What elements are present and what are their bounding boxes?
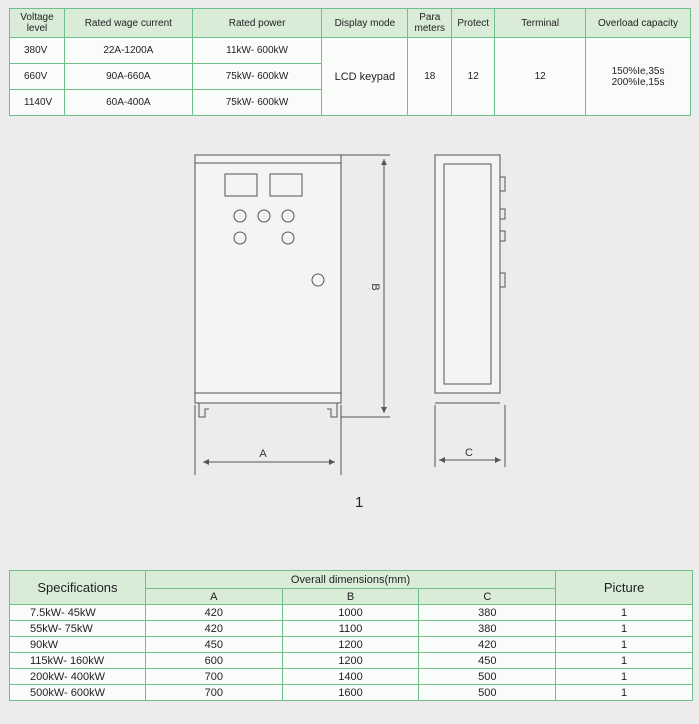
header-terminal: Terminal	[495, 9, 586, 38]
display-mode-cell: LCD keypad	[322, 38, 408, 116]
header-picture: Picture	[556, 571, 693, 605]
picture-cell: 1	[556, 637, 693, 653]
table-row	[10, 38, 691, 64]
spec-cell: 55kW- 75kW	[10, 621, 146, 637]
dim-a-cell: 700	[145, 685, 282, 701]
header-specifications: Specifications	[10, 571, 146, 605]
terminal-cell: 12	[495, 38, 586, 116]
dim-a-cell: 420	[145, 605, 282, 621]
cabinet-side-body	[435, 155, 500, 393]
spec-cell: 500kW- 600kW	[10, 685, 146, 701]
dim-c-cell: 500	[419, 669, 556, 685]
voltage-cell: 660V	[10, 64, 65, 90]
spec-cell: 90kW	[10, 637, 146, 653]
spec-cell: 7.5kW- 45kW	[10, 605, 146, 621]
dim-c-cell: 420	[419, 637, 556, 653]
power-cell: 75kW- 600kW	[192, 90, 322, 116]
spec-cell: 200kW- 400kW	[10, 669, 146, 685]
table-row	[10, 669, 693, 685]
figure-number: 1	[355, 494, 364, 511]
dim-a-cell: 600	[145, 653, 282, 669]
parameters-cell: 18	[408, 38, 452, 116]
cabinet-foot-left	[199, 403, 209, 417]
cabinet-front-body	[195, 155, 341, 403]
header-protect: Protect	[452, 9, 495, 38]
dim-b-cell: 1100	[282, 621, 419, 637]
voltage-cell: 1140V	[10, 90, 65, 116]
dim-c-cell: 450	[419, 653, 556, 669]
overload-cell	[586, 38, 691, 116]
dim-c-cell: 500	[419, 685, 556, 701]
table-row	[10, 653, 693, 669]
table-row	[10, 621, 693, 637]
cabinet-drawing	[185, 145, 525, 485]
current-cell: 90A-660A	[64, 64, 192, 90]
picture-cell: 1	[556, 653, 693, 669]
voltage-cell: 380V	[10, 38, 65, 64]
dim-a-cell: 450	[145, 637, 282, 653]
header-a: A	[145, 589, 282, 605]
dim-c-cell: 380	[419, 605, 556, 621]
header-parameters: Para meters	[408, 9, 452, 38]
overload-line-1: 150%Ie,35s	[611, 65, 665, 77]
header-voltage-level: Voltage level	[10, 9, 65, 38]
table-row	[10, 605, 693, 621]
header-overall-dimensions: Overall dimensions(mm)	[145, 571, 555, 589]
picture-cell: 1	[556, 685, 693, 701]
rating-table	[9, 8, 691, 116]
current-cell: 60A-400A	[64, 90, 192, 116]
table-row	[10, 685, 693, 701]
header-b: B	[282, 589, 419, 605]
dim-b-cell: 1200	[282, 653, 419, 669]
header-c: C	[419, 589, 556, 605]
side-hinge	[500, 273, 505, 287]
dim-c-cell: 380	[419, 621, 556, 637]
picture-cell: 1	[556, 621, 693, 637]
header-rated-power: Rated power	[192, 9, 322, 38]
side-hinge	[500, 209, 505, 219]
header-rated-current: Rated wage current	[64, 9, 192, 38]
overload-line-2: 200%Ie,15s	[611, 76, 665, 88]
side-hinge	[500, 177, 505, 191]
protect-cell: 12	[452, 38, 495, 116]
spec-cell: 115kW- 160kW	[10, 653, 146, 669]
dimension-label-a: A	[259, 448, 267, 460]
picture-cell: 1	[556, 605, 693, 621]
dim-b-cell: 1000	[282, 605, 419, 621]
dimension-label-b: B	[369, 283, 381, 291]
power-cell: 11kW- 600kW	[192, 38, 322, 64]
dim-b-cell: 1400	[282, 669, 419, 685]
dimensions-header-row	[10, 571, 693, 589]
power-cell: 75kW- 600kW	[192, 64, 322, 90]
table-row	[10, 637, 693, 653]
header-overload: Overload capacity	[586, 9, 691, 38]
cabinet-foot-right	[327, 403, 337, 417]
rating-table-header	[10, 9, 691, 38]
current-cell: 22A-1200A	[64, 38, 192, 64]
dim-a-cell: 700	[145, 669, 282, 685]
picture-cell: 1	[556, 669, 693, 685]
dimensions-table	[9, 570, 693, 701]
side-hinge	[500, 231, 505, 241]
dim-a-cell: 420	[145, 621, 282, 637]
dim-b-cell: 1600	[282, 685, 419, 701]
dim-b-cell: 1200	[282, 637, 419, 653]
dimension-label-c: C	[465, 447, 473, 459]
header-display-mode: Display mode	[322, 9, 408, 38]
